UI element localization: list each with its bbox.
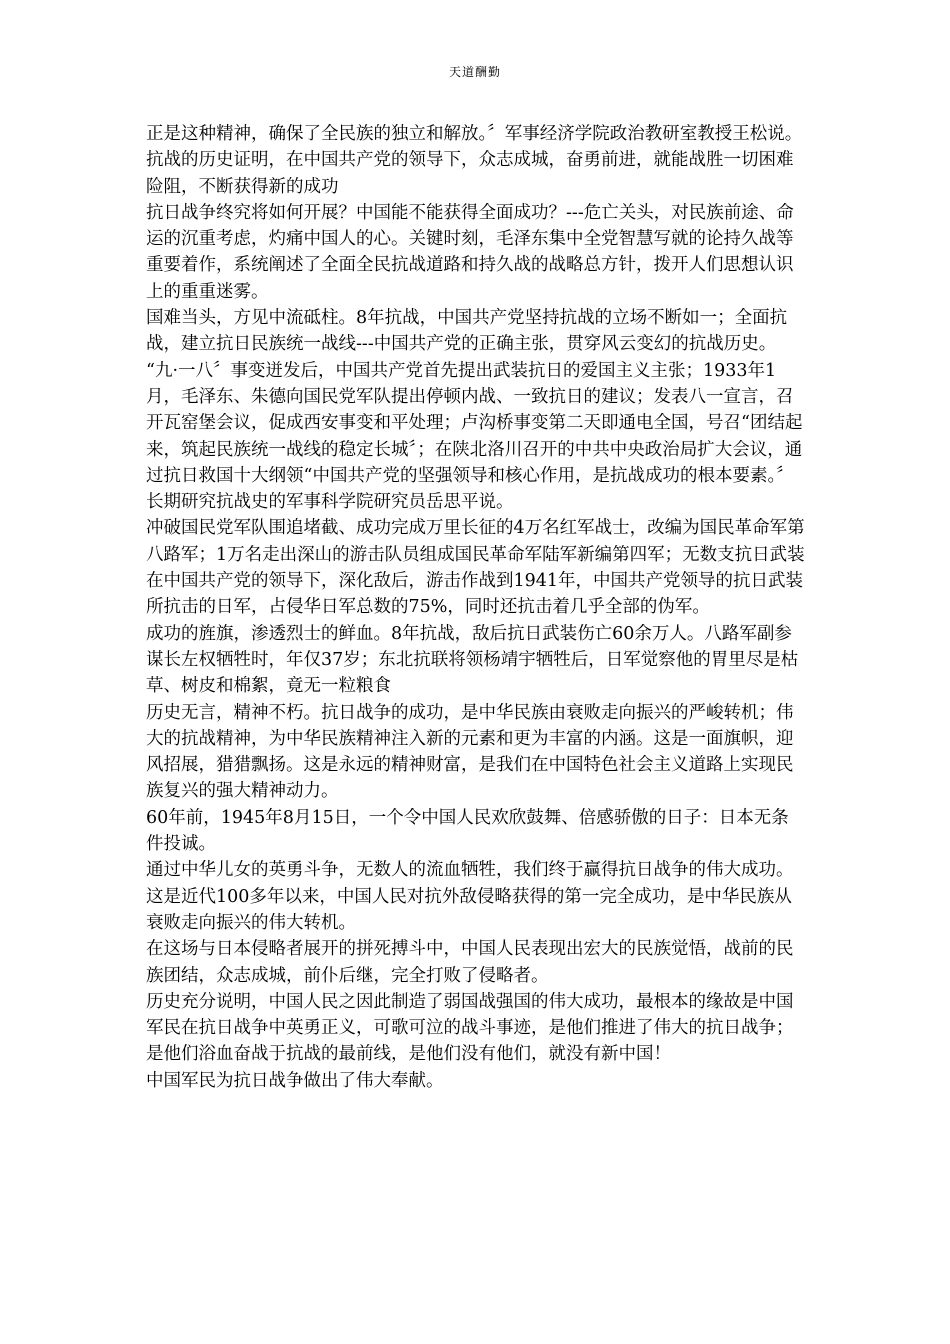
page-header: 天道酬勤 xyxy=(448,65,501,79)
paragraph: 正是这种精神，确保了全民族的独立和解放。〞军事经济学院政治教研室教授王松说。 xyxy=(146,124,803,144)
paragraph: 冲破国民党军队围追堵截、成功完成万里长征的4万名红军战士，改编为国民革命军第八路军；1万名走出深山的游击队员组成国民革命军陆军新编第四军；无数支抗日武装在中国共产党的领导下，深化敌后，游击作战到1941年，中国共产党领导的抗日武装所抗击的日军，占侵华日军总数的75%，同时还抗击着几乎全部的伪军。 xyxy=(146,518,805,618)
paragraph: 抗战的历史证明，在中国共产党的领导下，众志成城，奋勇前进，就能战胜一切困难险阻，不断获得新的成功 xyxy=(146,150,794,197)
paragraph: 国难当头，方见中流砥柱。8年抗战，中国共产党坚持抗战的立场不断如一；全面抗战，建立抗日民族统一战线---中国共产党的正确主张，贯穿风云变幻的抗战历史。 xyxy=(146,308,788,355)
document-body xyxy=(146,121,806,1094)
paragraph: “九·一八〞事变迸发后，中国共产党首先提出武装抗日的爱国主义主张；1933年1月，毛泽东、朱德向国民党军队提出停顿内战、一致抗日的建议；发表八一宣言，召开瓦窑堡会议，促成西安事变和平处理；卢沟桥事变第二天即通电全国，号召“团结起来，筑起民族统一战线的稳定长城〞；在陕北洛川召开的中共中央政治局扩大会议，通过抗日救国十大纲领“中国共产党的坚强领导和核心作用，是抗战成功的根本要素。〞长期研究抗战史的军事科学院研究员岳思平说。 xyxy=(146,360,803,513)
paragraph: 这是近代100多年以来，中国人民对抗外敌侵略获得的第一完全成功，是中华民族从衰败走向振兴的伟大转机。 xyxy=(146,886,792,933)
paragraph: 60年前，1945年8月15日，一个令中国人民欢欣鼓舞、倍感骄傲的日子：日本无条件投诚。 xyxy=(146,807,789,855)
paragraph: 成功的旌旗，渗透烈士的鲜血。8年抗战，敌后抗日武装伤亡60余万人。八路军副参谋长左权牺牲时，年仅37岁；东北抗联将领杨靖宇牺牲后，日军觉察他的胃里尽是枯草、树皮和棉絮，竟无一粒粮食 xyxy=(146,623,799,697)
paragraph: 历史无言，精神不朽。抗日战争的成功，是中华民族由衰败走向振兴的严峻转机；伟大的抗战精神，为中华民族精神注入新的元素和更为丰富的内涵。这是一面旗帜，迎风招展，猎猎飘扬。这是永远的精神财富，是我们在中国特色社会主义道路上实现民族复兴的强大精神动力。 xyxy=(146,702,794,802)
paragraph: 抗日战争终究将如何开展？中国能不能获得全面成功？---危亡关头，对民族前途、命运的沉重考虑，灼痛中国人的心。关键时刻，毛泽东集中全党智慧写就的论持久战等重要着作，系统阐述了全面全民抗战道路和持久战的战略总方针，拨开人们思想认识上的重重迷雾。 xyxy=(146,202,794,302)
paragraph: 中国军民为抗日战争做出了伟大奉献。 xyxy=(146,1070,444,1091)
paragraph: 在这场与日本侵略者展开的拼死搏斗中，中国人民表现出宏大的民族觉悟，战前的民族团结，众志成城，前仆后继，完全打败了侵略者。 xyxy=(146,939,794,986)
paragraph: 通过中华儿女的英勇斗争，无数人的流血牺牲，我们终于赢得抗日战争的伟大成功。 xyxy=(146,860,794,881)
paragraph: 历史充分说明，中国人民之因此制造了弱国战强国的伟大成功，最根本的缘故是中国军民在抗日战争中英勇正义，可歌可泣的战斗事迹，是他们推进了伟大的抗日战争；是他们浴血奋战于抗战的最前线，是他们没有他们，就没有新中国！ xyxy=(146,991,794,1065)
